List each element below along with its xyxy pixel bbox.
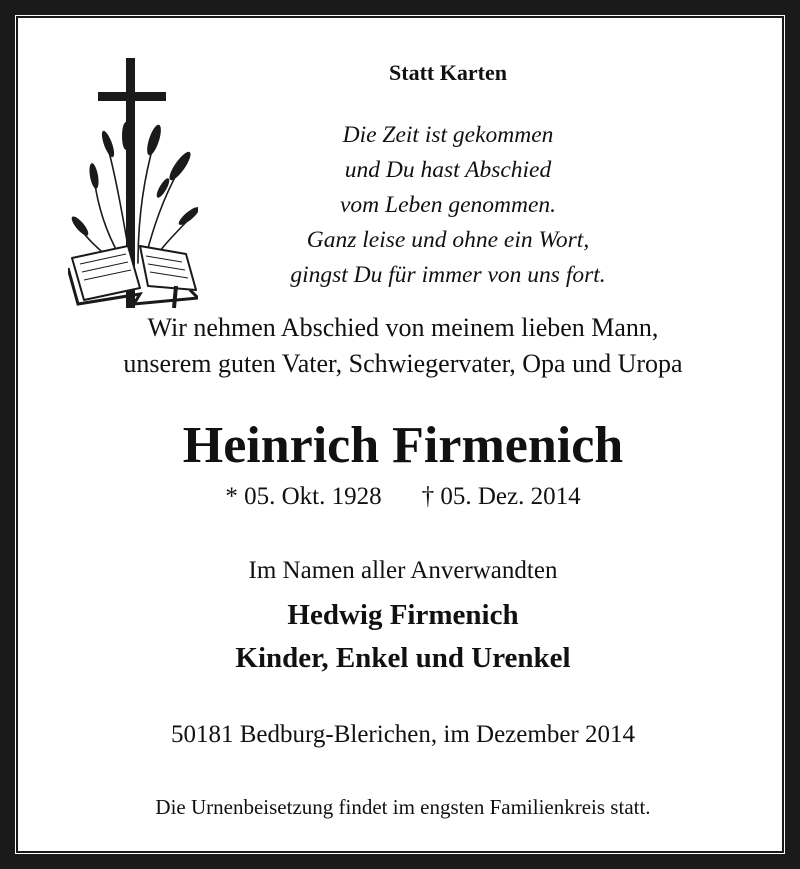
deceased-name: Heinrich Firmenich (182, 417, 624, 474)
poem (238, 118, 658, 293)
poem-line: gingst Du für immer von uns fort. (290, 262, 606, 288)
poem-line: und Du hast Abschied (344, 157, 552, 183)
poem-line: Die Zeit ist gekommen (342, 122, 554, 148)
intro-line: unserem guten Vater, Schwiegervater, Opa und Uropa (123, 349, 683, 378)
farewell-intro (18, 310, 788, 382)
mourner-line: Hedwig Firmenich (287, 599, 519, 631)
birth-date: * 05. Okt. 1928 (225, 483, 382, 510)
funeral-note: Die Urnenbeisetzung findet im engsten Familienkreis statt. (155, 795, 651, 819)
obituary-card (15, 15, 785, 854)
death-date: † 05. Dez. 2014 (421, 483, 581, 510)
poem-line: Ganz leise und ohne ein Wort, (306, 227, 590, 253)
intro-line: Wir nehmen Abschied von meinem lieben Mann, (147, 313, 659, 342)
mourner-line: Kinder, Enkel und Urenkel (235, 642, 571, 674)
poem-line: vom Leben genommen. (339, 192, 556, 218)
mourners-intro: Im Namen aller Anverwandten (248, 557, 558, 584)
mourners-list (18, 594, 788, 680)
statt-karten-heading: Statt Karten (389, 60, 507, 85)
life-dates (18, 480, 788, 514)
cross-with-wheat-and-book-icon (68, 58, 198, 313)
place-and-date: 50181 Bedburg-Blerichen, im Dezember 2014 (170, 721, 635, 748)
